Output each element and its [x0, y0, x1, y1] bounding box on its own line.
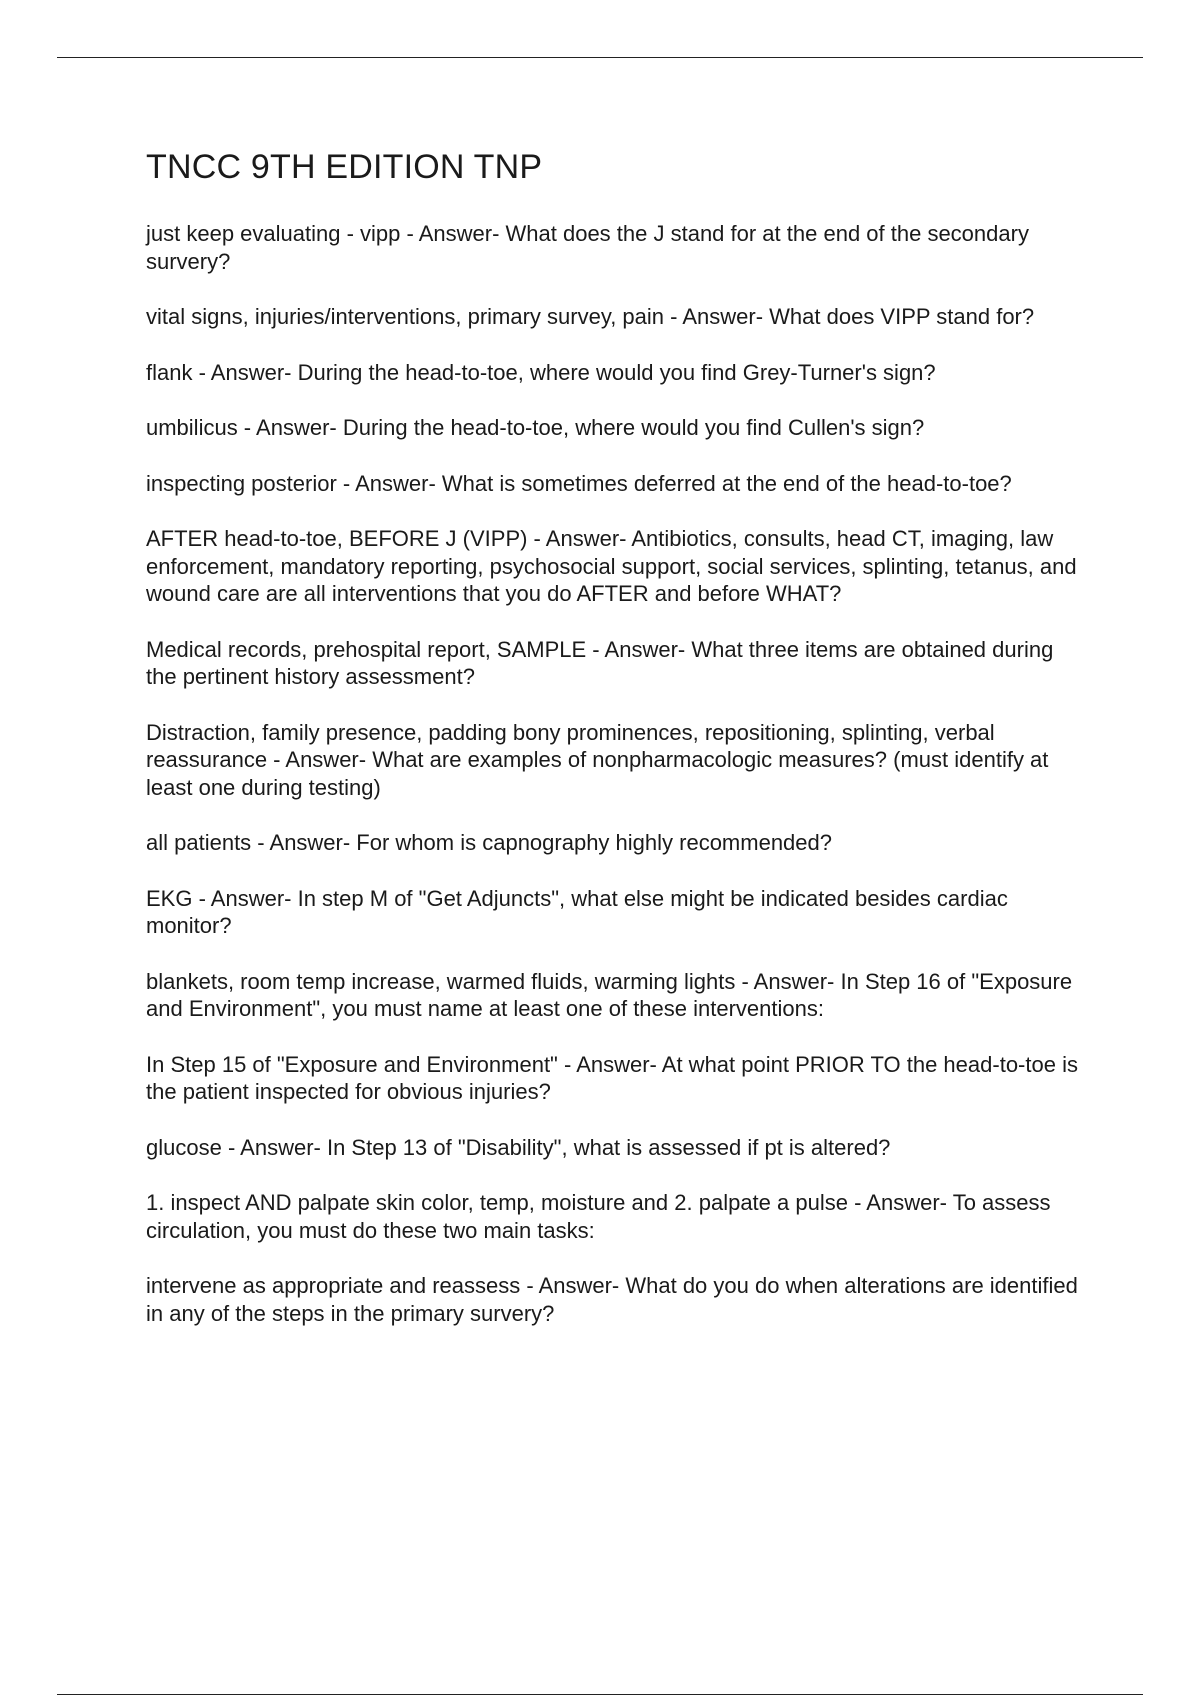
- qa-item: 1. inspect AND palpate skin color, temp, moisture and 2. palpate a pulse - Answer- To assess circulation, you must do these two main tasks:: [146, 1190, 1051, 1243]
- qa-item: intervene as appropriate and reassess - Answer- What do you do when alterations are identified in any of the steps in the primary survery?: [146, 1273, 1078, 1326]
- bottom-rule: [57, 1694, 1143, 1695]
- document-body: [146, 145, 1086, 1355]
- qa-item: all patients - Answer- For whom is capnography highly recommended?: [146, 830, 832, 855]
- qa-item: Distraction, family presence, padding bony prominences, repositioning, splinting, verbal reassurance - Answer- What are examples of nonpharmacologic measures? (must identify at least one during testing): [146, 719, 1049, 800]
- qa-list: [146, 220, 1086, 1327]
- document-title: TNCC 9TH EDITION TNP: [146, 148, 543, 186]
- qa-item: Medical records, prehospital report, SAMPLE - Answer- What three items are obtained during the pertinent history assessment?: [146, 636, 1054, 689]
- qa-item: vital signs, injuries/interventions, primary survey, pain - Answer- What does VIPP stand for?: [146, 304, 1035, 329]
- qa-item: inspecting posterior - Answer- What is sometimes deferred at the end of the head-to-toe?: [146, 470, 1012, 496]
- qa-item: glucose - Answer- In Step 13 of "Disability", what is assessed if pt is altered?: [146, 1134, 891, 1160]
- qa-item: flank - Answer- During the head-to-toe, where would you find Grey-Turner's sign?: [146, 359, 936, 385]
- qa-item: blankets, room temp increase, warmed fluids, warming lights - Answer- In Step 16 of "Exposure and Environment", you must name at least one of these interventions:: [146, 968, 1073, 1021]
- qa-item: umbilicus - Answer- During the head-to-toe, where would you find Cullen's sign?: [146, 415, 925, 440]
- qa-item: EKG - Answer- In step M of "Get Adjuncts", what else might be indicated besides cardiac monitor?: [146, 885, 1008, 938]
- qa-item: AFTER head-to-toe, BEFORE J (VIPP) - Answer- Antibiotics, consults, head CT, imaging, law enforcement, mandatory reporting, psychosocial support, social services, splinting, tetanus, and wound care are all interventions that you do AFTER and before WHAT?: [146, 526, 1077, 606]
- qa-item: In Step 15 of "Exposure and Environment" - Answer- At what point PRIOR TO the head-to-toe is the patient inspected for obvious injuries?: [146, 1051, 1078, 1104]
- qa-item: just keep evaluating - vipp - Answer- What does the J stand for at the end of the secondary survery?: [146, 221, 1029, 274]
- top-rule: [57, 57, 1143, 58]
